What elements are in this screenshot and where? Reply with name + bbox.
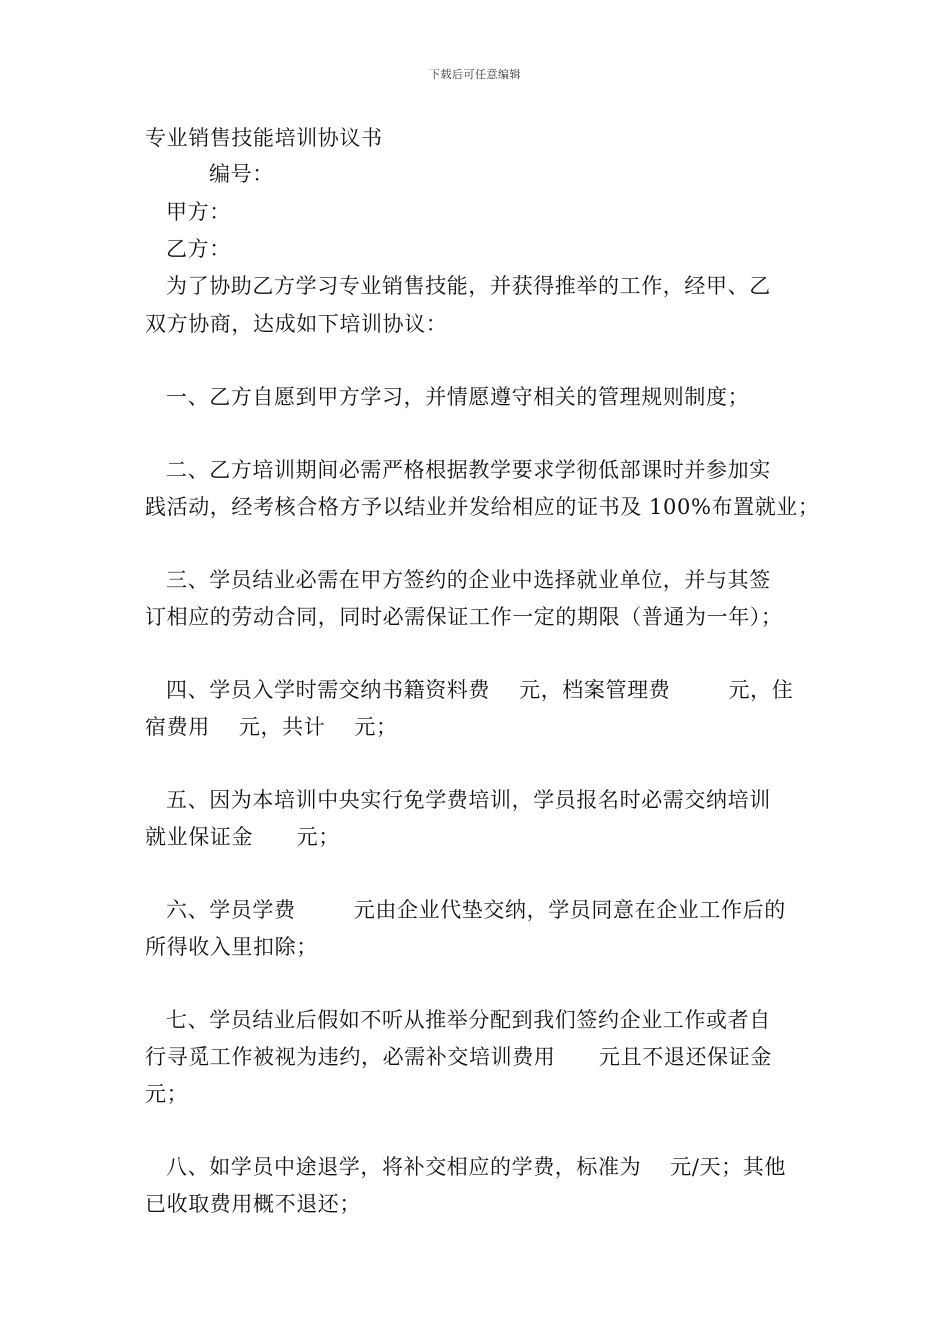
number-label: 编号： — [209, 162, 274, 186]
document-title: 专业销售技能培训协议书 — [145, 126, 383, 150]
clause-2-line-2: 践活动，经考核合格方予以结业并发给相应的证书及 100%布置就业； — [145, 495, 820, 519]
clause-5-line-1: 五、因为本培训中央实行免学费培训，学员报名时必需交纳培训 — [166, 788, 771, 812]
clause-7-line-3: 元； — [145, 1082, 189, 1106]
page-header-note: 下载后可任意编辑 — [429, 68, 521, 81]
clause-7-line-1: 七、学员结业后假如不听从推举分配到我们签约企业工作或者自 — [166, 1008, 771, 1032]
clause-6-line-2: 所得收入里扣除； — [145, 935, 318, 959]
clause-8-line-1: 八、如学员中途退学，将补交相应的学费，标准为 元/天；其他 — [166, 1155, 786, 1179]
clause-7-line-2: 行寻觅工作被视为违约，必需补交培训费用 元且不退还保证金 — [145, 1045, 772, 1069]
party-a-label: 甲方： — [166, 200, 231, 224]
clause-3-line-2: 订相应的劳动合同，同时必需保证工作一定的期限（普通为一年）； — [145, 605, 783, 629]
intro-line-1: 为了协助乙方学习专业销售技能，并获得推举的工作，经甲、乙 — [166, 274, 771, 298]
clause-2-line-1: 二、乙方培训期间必需严格根据教学要求学彻低部课时并参加实 — [166, 458, 771, 482]
clause-3-line-1: 三、学员结业必需在甲方签约的企业中选择就业单位，并与其签 — [166, 568, 771, 592]
clause-8-line-2: 已收取费用概不退还； — [145, 1192, 361, 1216]
clause-1-line-1: 一、乙方自愿到甲方学习，并情愿遵守相关的管理规则制度； — [166, 385, 750, 409]
clause-4-line-2: 宿费用 元，共计 元； — [145, 715, 398, 739]
intro-line-2: 双方协商，达成如下培训协议： — [145, 312, 448, 336]
party-b-label: 乙方： — [166, 237, 231, 261]
clause-5-line-2: 就业保证金 元； — [145, 825, 340, 849]
clause-6-line-1: 六、学员学费 元由企业代垫交纳，学员同意在企业工作后的 — [166, 898, 786, 922]
clause-4-line-1: 四、学员入学时需交纳书籍资料费 元，档案管理费 元，住 — [166, 678, 794, 702]
